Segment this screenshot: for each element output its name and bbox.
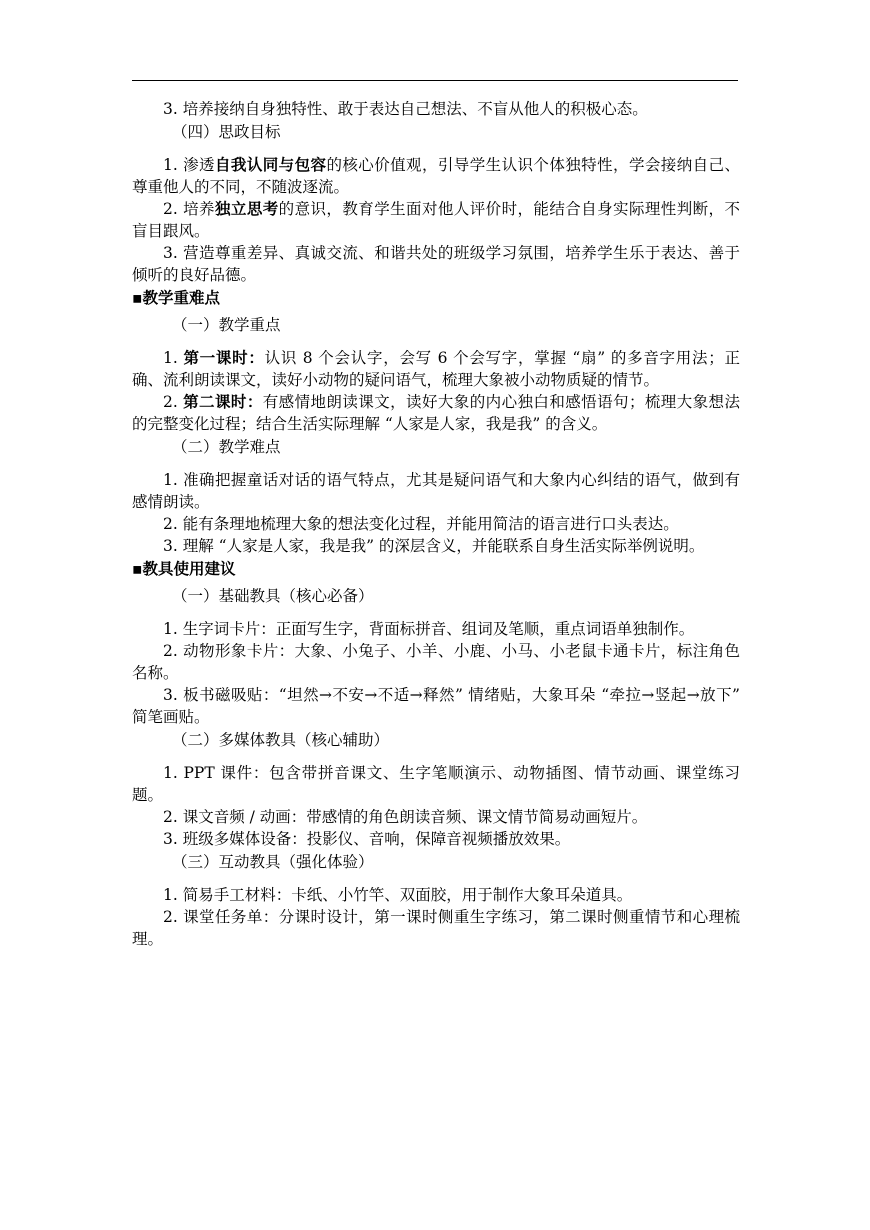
subheading — [132, 584, 740, 618]
paragraph — [132, 618, 740, 640]
text-segment: （四）思政目标 — [172, 123, 281, 141]
subheading — [132, 120, 740, 154]
bold-text: 第一课时： — [183, 348, 265, 367]
text-segment: 1. PPT 课件：包含带拼音课文、生字笔顺演示、动物插图、情节动画、课堂练习题。 — [132, 764, 740, 804]
text-segment: 3. 培养接纳自身独特性、敢于表达自己想法、不盲从他人的积极心态。 — [163, 100, 648, 118]
text-segment: 2. 课文音频 / 动画：带感情的角色朗读音频、课文情节简易动画短片。 — [163, 808, 648, 826]
text-segment: 3. 班级多媒体设备：投影仪、音响，保障音视频播放效果。 — [163, 830, 571, 848]
text-segment: 认识 8 个会认字，会写 6 个会写字，掌握 “扇” 的多音字用法；正确、流利朗读课文，读好小动物的疑问语气，梳理大象被小动物质疑的情节。 — [132, 349, 740, 389]
paragraph — [132, 762, 740, 806]
text-segment: （三）互动教具（强化体验） — [172, 853, 374, 871]
text-segment: （一）教学重点 — [172, 316, 281, 334]
header-rule — [132, 80, 738, 81]
paragraph — [132, 154, 740, 198]
text-segment: （二）教学难点 — [172, 438, 281, 456]
text-segment: 1. 生字词卡片：正面写生字，背面标拼音、组词及笔顺，重点词语单独制作。 — [163, 620, 695, 638]
subheading — [132, 728, 740, 762]
section-heading — [132, 286, 740, 313]
paragraph — [132, 98, 740, 120]
text-segment: 3. 营造尊重差异、真诚交流、和谐共处的班级学习氛围，培养学生乐于表达、善于倾听的良好品德。 — [132, 244, 740, 284]
paragraph — [132, 347, 740, 391]
document-body — [132, 98, 740, 950]
paragraph — [132, 242, 740, 286]
text-segment: （一）基础教具（核心必备） — [172, 587, 374, 605]
subheading — [132, 435, 740, 469]
bold-text: 第二课时： — [183, 392, 263, 411]
paragraph — [132, 535, 740, 557]
text-segment: ▪教学重难点 — [132, 289, 221, 307]
text-segment: （二）多媒体教具（核心辅助） — [172, 731, 390, 749]
paragraph — [132, 828, 740, 850]
paragraph — [132, 469, 740, 513]
text-segment: ▪教具使用建议 — [132, 560, 236, 578]
text-segment: 1. 简易手工材料：卡纸、小竹竿、双面胶，用于制作大象耳朵道具。 — [163, 886, 633, 904]
paragraph — [132, 513, 740, 535]
text-segment: 1. 准确把握童话对话的语气特点，尤其是疑问语气和大象内心纠结的语气，做到有感情朗读。 — [132, 471, 740, 511]
paragraph — [132, 806, 740, 828]
paragraph — [132, 906, 740, 950]
text-segment: 有感情地朗读课文，读好大象的内心独白和感悟语句；梳理大象想法的完整变化过程；结合生活实际理解 “人家是人家，我是我” 的含义。 — [132, 393, 740, 433]
text-segment: 3. 理解 “人家是人家，我是我” 的深层含义，并能联系自身生活实际举例说明。 — [163, 537, 705, 555]
text-segment: 2. 能有条理地梳理大象的想法变化过程，并能用简洁的语言进行口头表达。 — [163, 515, 679, 533]
text-segment: 1. 渗透 — [163, 156, 215, 174]
text-segment: 的核心价值观，引导学生认识个体独特性，学会接纳自己、尊重他人的不同，不随波逐流。 — [132, 156, 740, 196]
paragraph — [132, 684, 740, 728]
paragraph — [132, 884, 740, 906]
subheading — [132, 850, 740, 884]
paragraph — [132, 640, 740, 684]
text-segment: 的意识，教育学生面对他人评价时，能结合自身实际理性判断，不盲目跟风。 — [132, 200, 740, 240]
subheading — [132, 313, 740, 347]
section-heading — [132, 557, 740, 584]
text-segment: 3. 板书磁吸贴：“坦然→不安→不适→释然” 情绪贴，大象耳朵 “牵拉→竖起→放下” 简笔画贴。 — [132, 686, 740, 726]
paragraph — [132, 198, 740, 242]
bold-text: 自我认同与包容 — [214, 155, 327, 174]
text-segment: 2. 培养 — [163, 200, 215, 218]
paragraph — [132, 391, 740, 435]
text-segment: 2. 动物形象卡片：大象、小兔子、小羊、小鹿、小马、小老鼠卡通卡片，标注角色名称。 — [132, 642, 740, 682]
text-segment: 1. — [163, 349, 184, 367]
text-segment: 2. 课堂任务单：分课时设计，第一课时侧重生字练习，第二课时侧重情节和心理梳理。 — [132, 908, 740, 948]
text-segment: 2. — [163, 393, 184, 411]
bold-text: 独立思考 — [214, 199, 279, 218]
